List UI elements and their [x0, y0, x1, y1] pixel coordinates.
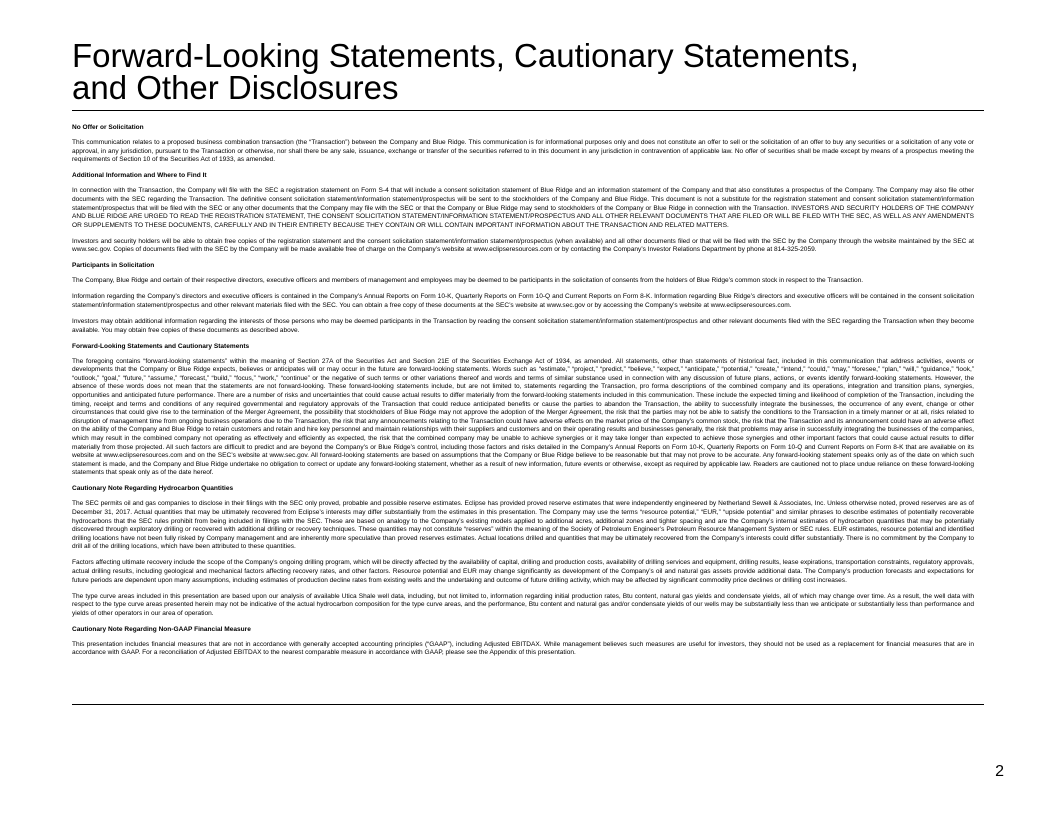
section-participants	[72, 262, 974, 335]
page-title	[72, 37, 992, 106]
section-hydrocarbon-quantities	[72, 485, 974, 618]
section-heading: Cautionary Note Regarding Hydrocarbon Quantities	[72, 485, 234, 493]
page-number: 2	[995, 763, 1004, 780]
section-paragraph: In connection with the Transaction, the Company will file with the SEC a registration statement on Form S-4 that will include a consent solicitation statement of Blue Ridge and an information statement of the Company and that also constitutes a prospectus of the Company. The Company may also file other documents with the SEC regarding the Transaction. The definitive consent solicitation statement/information statement/prospectus will be sent to the stockholders of the Company and Blue Ridge. This document is not a substitute for the registration statement and consent solicitation statement/information statement/prospectus that will be filed with the SEC or any other documents that the Company may file with the SEC or that the Company or Blue Ridge may send to stockholders of the Company or Blue Ridge in connection with the Transaction. INVESTORS AND SECURITY HOLDERS OF THE COMPANY AND BLUE RIDGE ARE URGED TO READ THE REGISTRATION STATEMENT, THE CONSENT SOLICITATION STATEMENT/INFORMATION STATEMENT/PROSPECTUS AND ALL OTHER RELEVANT DOCUMENTS THAT ARE FILED OR WILL BE FILED WITH THE SEC, AS WELL AS ANY AMENDMENTS OR SUPPLEMENTS TO THESE DOCUMENTS, CAREFULLY AND IN THEIR ENTIRETY BECAUSE THEY CONTAIN OR WILL CONTAIN IMPORTANT INFORMATION ABOUT THE TRANSACTION AND RELATED MATTERS.	[72, 187, 974, 229]
section-paragraph: Information regarding the Company’s directors and executive officers is contained in the Company’s Annual Reports on Form 10-K, Quarterly Reports on Form 10-Q and Current Reports on Form 8-K. Information regarding Blue Ridge’s directors and executive officers will be contained in the consent solicitation statement/information statement/prospectus and other relevant materials filed with the SEC. You can obtain a free copy of these documents at the SEC’s website at www.sec.gov or by accessing the Company’s website at www.eclipseresources.com.	[72, 293, 974, 309]
section-additional-information	[72, 172, 974, 255]
section-paragraph: The Company, Blue Ridge and certain of their respective directors, executive officers and members of management and employees may be deemed to be participants in the solicitation of consents from the holders of Blue Ridge’s common stock in respect to the Transaction.	[72, 277, 864, 285]
bottom-divider	[72, 704, 984, 705]
section-heading: No Offer or Solicitation	[72, 124, 144, 131]
section-paragraph: Investors may obtain additional information regarding the interests of those persons who may be deemed participants in the Transaction by reading the consent solicitation statement/information statement/prospectus and other relevant documents filed with the SEC regarding the Transaction when they become available. You may obtain free copies of these documents as described above.	[72, 317, 974, 334]
section-heading: Forward-Looking Statements and Cautionary Statements	[72, 342, 250, 350]
top-divider	[72, 110, 984, 111]
section-heading: Additional Information and Where to Find It	[72, 172, 207, 180]
section-non-gaap	[72, 626, 974, 658]
section-paragraph: This communication relates to a proposed business combination transaction (the “Transaction”) between the Company and Blue Ridge. This communication is for informational purposes only and does not constitute an offer to sell or the solicitation of an offer to buy any securities or a solicitation of any vote or approval, in any jurisdiction, pursuant to the Transaction or otherwise, nor shall there be any sale, issuance, exchange or transfer of the securities referred to in this document in any jurisdiction in contravention of applicable law. No offer of securities shall be made except by means of a prospectus meeting the requirements of Section 10 of the Securities Act of 1933, as amended.	[72, 139, 974, 164]
disclosure-body	[72, 124, 974, 665]
section-no-offer	[72, 124, 974, 165]
section-paragraph: Factors affecting ultimate recovery include the scope of the Company’s ongoing drilling program, which will be directly affected by the availability of capital, drilling and production costs, availability of drilling services and equipment, drilling results, lease expirations, transportation constraints, regulatory approvals, actual drilling results, including geological and mechanical factors affecting recovery rates, and other factors. Resource potential and EUR may change significantly as development of the Company’s oil and natural gas assets provide additional data. The Company’s production forecasts and expectations for future periods are dependent upon many assumptions, including estimates of production decline rates from existing wells and the undertaking and outcome of future drilling activity, which may be affected by significant commodity price declines or drilling cost increases.	[72, 559, 974, 584]
section-paragraph: This presentation includes financial measures that are not in accordance with generally accepted accounting principles (“GAAP”), including Adjusted EBITDAX. While management believes such measures are useful for investors, they should not be used as a replacement for financial measures that are in accordance with GAAP. For a reconciliation of Adjusted EBITDAX to the nearest comparable measure in accordance with GAAP, please see the Appendix of this presentation.	[72, 640, 974, 657]
page-title-line-1: Forward-Looking Statements, Cautionary Statements,	[72, 37, 859, 74]
section-paragraph: The type curve areas included in this presentation are based upon our analysis of available Utica Shale well data, including, but not limited to, information regarding initial production rates, Btu content, natural gas yields and condensate yields, all of which may change over time. As a result, the well data with respect to the type curve areas presented herein may not be indicative of the actual hydrocarbon composition for the type curve areas, and the performance, Btu content and natural gas and/or condensate yields of our wells may be substantially less than we anticipate or substantially less than performance and yields of other operators in our area of operation.	[72, 592, 974, 617]
section-paragraph: The SEC permits oil and gas companies to disclose in their filings with the SEC only proved, probable and possible reserve estimates. Eclipse has provided proved reserve estimates that were independently engineered by Netherland Sewell & Associates, Inc. Unless otherwise noted, proved reserves are as of December 31, 2017. Actual quantities that may be ultimately recovered from Eclipse’s interests may differ substantially from the estimates in this presentation. The Company may use the terms “resource potential,” “EUR,” “upside potential” and similar phrases to describe estimates of potentially recoverable hydrocarbons that the SEC rules prohibit from being included in filings with the SEC. These are based on analogy to the Company’s existing models applied to additional acres, additional zones and tighter spacing and are the Company’s internal estimates of hydrocarbon quantities that may be potentially discovered through exploratory drilling or recovered with additional drilling or recovery techniques. These quantities may not constitute “reserves” within the meaning of the Society of Petroleum Engineer’s Petroleum Resource Management System or SEC rules. EUR estimates, resource potential and identified drilling locations have not been fully risked by Company management and are inherently more speculative than proved reserves estimates. Actual locations drilled and quantities that may be ultimately recovered from the Company’s interests could differ substantially. There is no commitment by the Company to drill all of the drilling locations, which have been attributed to these quantities.	[72, 500, 974, 551]
section-heading: Cautionary Note Regarding Non-GAAP Financial Measure	[72, 625, 251, 633]
section-heading: Participants in Solicitation	[72, 262, 155, 270]
section-paragraph: The foregoing contains “forward-looking statements” within the meaning of Section 27A of the Securities Act and Section 21E of the Securities Exchange Act of 1934, as amended. All statements, other than statements of historical fact, included in this communication that address activities, events or developments that the Company or Blue Ridge expects, believes or anticipates will or may occur in the future are forward-looking statements. Words such as “estimate,” “project,” “predict,” “believe,” “expect,” “anticipate,” “potential,” “create,” “intend,” “could,” “may,” “foresee,” “plan,” “will,” “guidance,” “look,” “outlook,” “goal,” “future,” “assume,” “forecast,” “build,” “focus,” “work,” “continue” or the negative of such terms or other variations thereof and words and terms of similar substance used in connection with any discussion of future plans, actions, or events identify forward-looking statements. However, the absence of these words does not mean that the statements are not forward-looking. These forward-looking statements include, but are not limited to, statements regarding the Transaction, pro forma descriptions of the combined company and its operations, integration and transition plans, synergies, opportunities and anticipated future performance. There are a number of risks and uncertainties that could cause actual results to differ materially from the forward-looking statements included in this communication. These include the expected timing and likelihood of completion of the Transaction, including the timing, receipt and terms and conditions of any required governmental and regulatory approvals of the Transaction that could reduce anticipated benefits or cause the parties to abandon the Transaction, the ability to successfully integrate the businesses, the occurrence of any event, change or other circumstances that could give rise to the termination of the Merger Agreement, the possibility that stockholders of Blue Ridge may not approve the adoption of the Merger Agreement, the risk that the parties may not be able to satisfy the conditions to the Transaction in a timely manner or at all, risks related to disruption of management time from ongoing business operations due to the Transaction, the risk that any announcements relating to the Transaction could have adverse effects on the market price of the Company’s common stock, the risk that the Transaction and its announcement could have an adverse effect on the ability of the Company and Blue Ridge to retain customers and retain and hire key personnel and maintain relationships with their suppliers and customers and on their operating results and businesses generally, the risk that problems may arise in successfully integrating the businesses of the companies, which may result in the combined company not operating as effectively and efficiently as expected, the risk that the combined company may be unable to achieve synergies or it may take longer than expected to achieve those synergies and other important factors that could cause actual results to differ materially from those projected. All such factors are difficult to predict and are beyond the Company’s or Blue Ridge’s control, including those factors and risks detailed in the Company’s Annual Reports on Form 10-K, Quarterly Reports on Form 10-Q and Current Reports on Form 8-K that are available on its website at www.eclipseresources.com and on the SEC’s website at www.sec.gov. All forward-looking statements are based on assumptions that the Company or Blue Ridge believe to be reasonable but that may not prove to be accurate. Any forward-looking statement speaks only as of the date on which such statement is made, and the Company and Blue Ridge undertake no obligation to correct or update any forward-looking statement, whether as a result of new information, future events or otherwise, except as required by applicable law. Readers are cautioned not to place undue reliance on these forward-looking statements that speak only as of the date hereof.	[72, 357, 974, 477]
page-title-line-2: and Other Disclosures	[72, 69, 399, 106]
section-forward-looking	[72, 343, 974, 478]
section-paragraph: Investors and security holders will be able to obtain free copies of the registration statement and the consent solicitation statement/information statement/prospectus (when available) and all other documents filed or that will be filed with the SEC by the Company through the website maintained by the SEC at www.sec.gov. Copies of documents filed with the SEC by the Company will be made available free of charge on the Company’s website at www.eclipseresources.com or by contacting the Company’s Investor Relations Department by phone at 814-325-2059.	[72, 237, 974, 254]
